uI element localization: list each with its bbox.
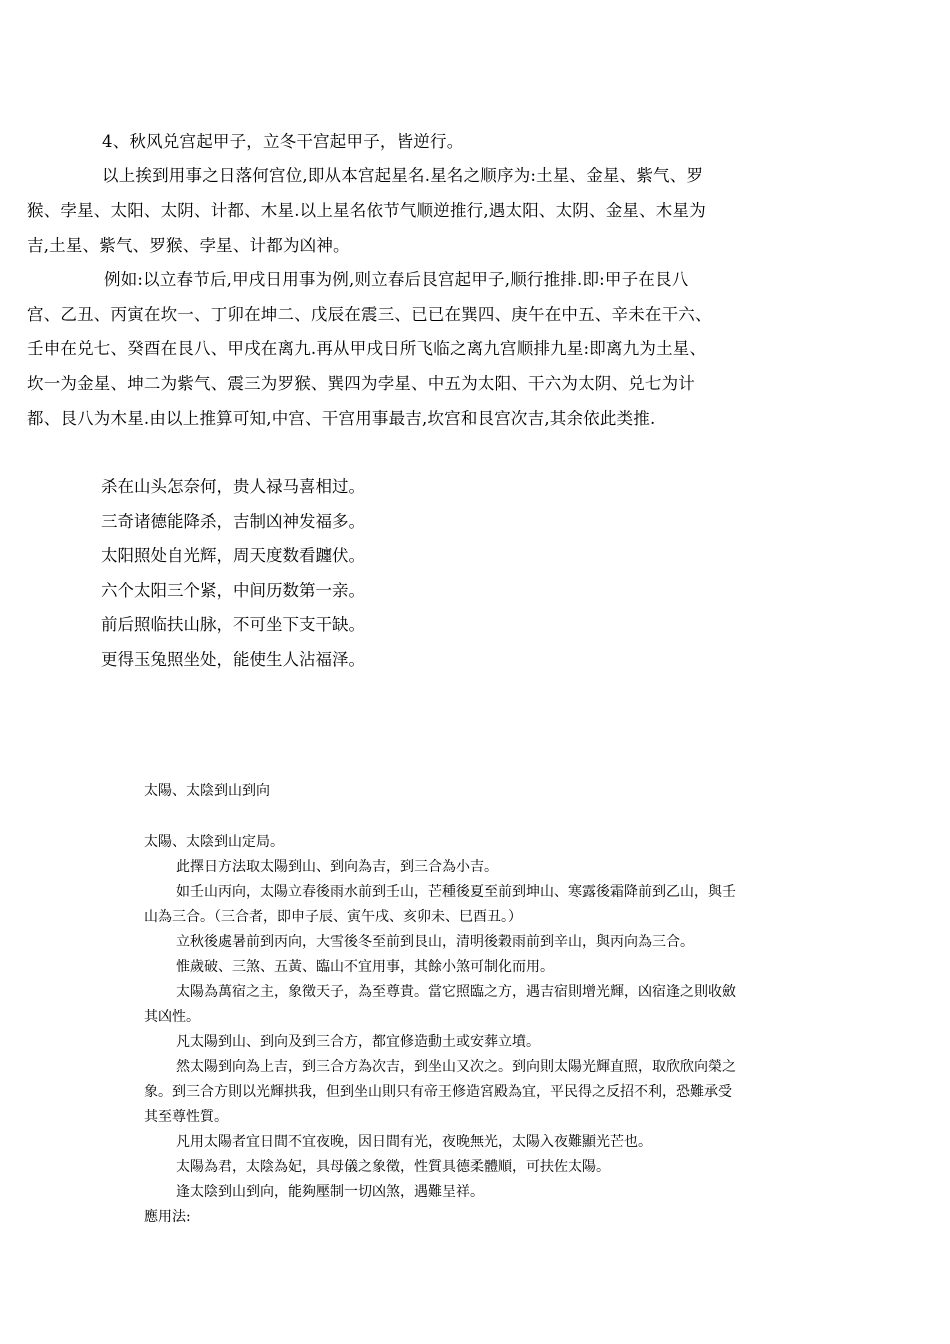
section2-line: 如壬山丙向，太陽立春後雨水前到壬山，芒種後夏至前到坤山、寒露後霜降前到乙山，與壬 bbox=[176, 884, 736, 900]
section1-line: 例如:以立春节后,甲戌日用事为例,则立春后艮宫起甲子,顺行推排.即:甲子在艮八 bbox=[104, 270, 689, 289]
section1-line: 以上挨到用事之日落何宫位,即从本宫起星名.星名之顺序为:土星、金星、紫气、罗 bbox=[102, 166, 704, 185]
section2-line: 凡用太陽者宜日間不宜夜晚，因日間有光，夜晚無光，太陽入夜難顯光芒也。 bbox=[176, 1134, 652, 1150]
section2-line: 立秋後處暑前到丙向，大雪後冬至前到艮山，清明後穀雨前到辛山，與丙向為三合。 bbox=[176, 934, 694, 950]
section2-line: 象。到三合方則以光輝拱我，但到坐山則只有帝王修造宮殿為宜，平民得之反招不利，恐難承受 bbox=[144, 1084, 732, 1100]
section2-line: 太陽為萬宿之主，象徵天子，為至尊貴。當它照臨之方，遇吉宿則增光輝，凶宿逢之則收斂 bbox=[176, 984, 736, 1000]
section1-line: 宫、乙丑、丙寅在坎一、丁卯在坤二、戊辰在震三、已已在巽四、庚午在中五、辛未在干六、 bbox=[27, 305, 712, 324]
section2-line: 山為三合。（三合者，即申子辰、寅午戌、亥卯未、巳酉丑。） bbox=[144, 909, 522, 925]
section1-line: 吉,土星、紫气、罗猴、孛星、计都为凶神。 bbox=[27, 236, 350, 255]
section2-heading: 太陽、太陰到山到向 bbox=[144, 783, 270, 799]
section2-line: 凡太陽到山、到向及到三合方，都宜修造動土或安葬立墳。 bbox=[176, 1034, 540, 1050]
poem-line: 太阳照处自光辉，周天度数看躔伏。 bbox=[101, 546, 365, 565]
section1-line: 都、艮八为木星.由以上推算可知,中宫、干宫用事最吉,坎宫和艮宫次吉,其余依此类推. bbox=[27, 409, 656, 428]
section2-line: 應用法: bbox=[144, 1209, 191, 1225]
section2-line: 其至尊性質。 bbox=[144, 1109, 228, 1125]
section2-line: 太陽、太陰到山定局。 bbox=[144, 834, 284, 850]
poem-line: 前后照临扶山脉，不可坐下支干缺。 bbox=[101, 615, 365, 634]
section1-line: 猴、孛星、太阳、太阴、计都、木星.以上星名依节气顺逆推行,遇太阳、太阴、金星、木星为 bbox=[27, 201, 706, 220]
section2-line: 太陽為君，太陰為妃，具母儀之象徵，性質具德柔體順，可扶佐太陽。 bbox=[176, 1159, 610, 1175]
section1-line: 坎一为金星、坤二为紫气、震三为罗猴、巽四为孛星、中五为太阳、干六为太阴、兑七为计 bbox=[27, 374, 695, 393]
section2-line: 此擇日方法取太陽到山、到向為吉，到三合為小吉。 bbox=[176, 859, 498, 875]
poem-line: 三奇诸德能降杀，吉制凶神发福多。 bbox=[101, 512, 365, 531]
poem-line: 更得玉兔照坐处，能使生人沾福泽。 bbox=[101, 650, 365, 669]
poem-line: 杀在山头怎奈何，贵人禄马喜相过。 bbox=[101, 477, 365, 496]
section1-line: 4、秋风兑宫起甲子，立冬干宫起甲子，皆逆行。 bbox=[102, 132, 464, 151]
section2-line: 惟歲破、三煞、五黃、臨山不宜用事，其餘小煞可制化而用。 bbox=[176, 959, 554, 975]
section2-line: 其凶性。 bbox=[144, 1009, 200, 1025]
poem-line: 六个太阳三个紧，中间历数第一亲。 bbox=[101, 581, 365, 600]
section2-line: 然太陽到向為上吉，到三合方為次吉，到坐山又次之。到向則太陽光輝直照，取欣欣向榮之 bbox=[176, 1059, 736, 1075]
section1-line: 壬申在兑七、癸酉在艮八、甲戌在离九.再从甲戌日所飞临之离九宫顺排九星:即离九为土星、 bbox=[27, 339, 707, 358]
section2-line: 逢太陰到山到向，能夠壓制一切凶煞，遇難呈祥。 bbox=[176, 1184, 484, 1200]
